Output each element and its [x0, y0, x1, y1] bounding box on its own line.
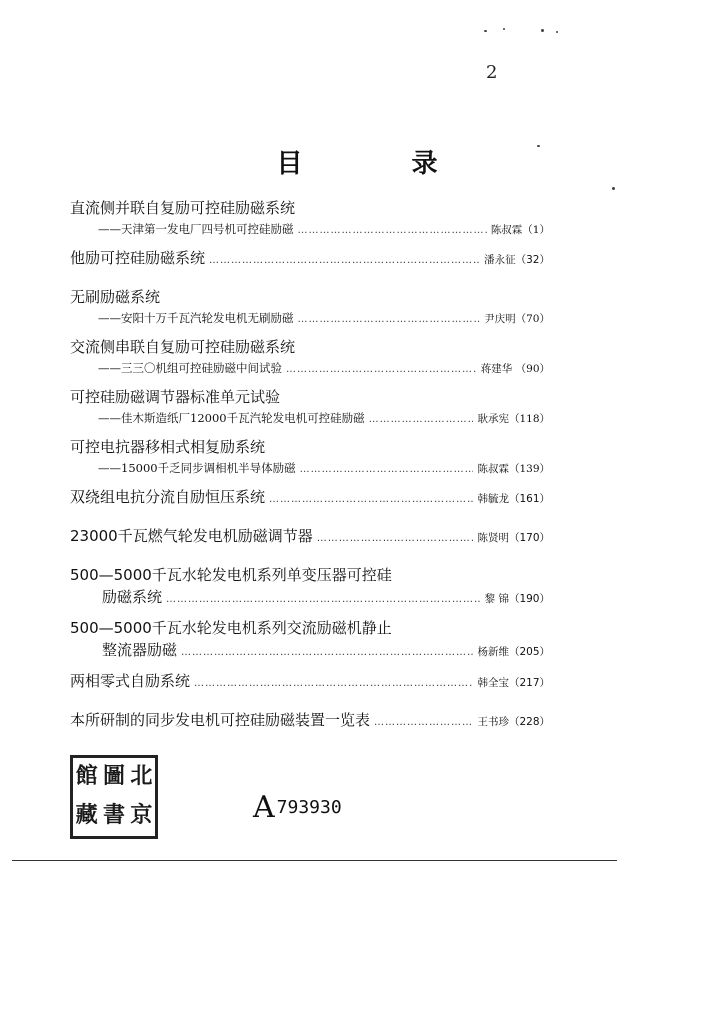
entry-title: 双绕组电抗分流自励恒压系统 [70, 488, 266, 506]
stamp-char: 京 [130, 803, 153, 828]
entry-subline [70, 219, 550, 241]
entry-line [70, 670, 550, 695]
toc-entry [70, 336, 550, 380]
entry-author-page: 陈叔霖（139） [477, 463, 550, 475]
leader-dots [298, 221, 487, 241]
leader-dots [317, 528, 474, 550]
toc-entry [70, 247, 550, 280]
entry-title: 直流侧并联自复励可控硅励磁系统 [70, 199, 296, 217]
bottom-rule [12, 860, 617, 861]
entry-continuation-line [70, 586, 550, 611]
stamp-char: 北 [130, 764, 153, 789]
entry-line [70, 709, 550, 734]
entry-author-page: 陈贤明（170） [477, 532, 550, 544]
entry-line [70, 247, 550, 272]
entry-line [70, 486, 550, 511]
entry-line [70, 525, 550, 550]
entry-author-page: 陈叔霖（1） [490, 224, 550, 236]
table-of-contents [70, 197, 550, 740]
entry-author-page: 韩全宝（217） [477, 677, 550, 689]
entry-subline [70, 408, 550, 430]
toc-entry [70, 564, 550, 611]
entry-title: 本所研制的同步发电机可控硅励磁装置一览表 [70, 711, 371, 729]
entry-author-page: 王书珍（228） [477, 716, 550, 728]
entry-author-page: 蒋建华 （90） [480, 363, 550, 375]
entry-author-page: 黎 锦（190） [484, 593, 550, 605]
stamp-char: 館 [75, 764, 98, 789]
scan-speck [541, 29, 544, 32]
scan-speck [503, 28, 505, 30]
entry-title-continuation: 励磁系统 [102, 588, 163, 606]
scan-speck [484, 30, 487, 32]
toc-entry [70, 286, 550, 330]
entry-title: 交流侧串联自复励可控硅励磁系统 [70, 338, 296, 356]
library-stamp [70, 755, 158, 839]
leader-dots [300, 460, 474, 480]
leader-dots [181, 642, 473, 664]
stamp-char: 藏 [75, 803, 98, 828]
entry-subtitle: ——三三〇机组可控硅励磁中间试验 [98, 361, 282, 375]
stamp-char: 圖 [102, 764, 125, 789]
entry-title: 他励可控硅励磁系统 [70, 249, 206, 267]
entry-author-page: 韩毓龙（161） [477, 493, 550, 505]
entry-subtitle: ——15000千乏同步调相机半导体励磁 [98, 461, 296, 475]
entry-title: 23000千瓦燃气轮发电机励磁调节器 [70, 527, 313, 545]
entry-subtitle: ——安阳十万千瓦汽轮发电机无刷励磁 [98, 311, 294, 325]
toc-entry [70, 709, 550, 734]
stamp-char: 書 [102, 803, 125, 828]
entry-subtitle: ——佳木斯造纸厂12000千瓦汽轮发电机可控硅励磁 [98, 411, 365, 425]
leader-dots [209, 250, 480, 272]
toc-entry [70, 617, 550, 664]
entry-title: 可控硅励磁调节器标准单元试验 [70, 388, 281, 406]
leader-dots [286, 360, 477, 380]
toc-entry [70, 525, 550, 558]
call-number-digits: 793930 [276, 797, 342, 818]
leader-dots [269, 489, 473, 511]
entry-author-page: 尹庆明（70） [484, 313, 550, 325]
toc-entry [70, 670, 550, 703]
entry-continuation-line [70, 639, 550, 664]
call-number [253, 790, 342, 825]
toc-entry [70, 197, 550, 241]
page-title: 目 录 [276, 149, 488, 179]
entry-author-page: 潘永征（32） [484, 254, 550, 266]
entry-subline [70, 458, 550, 480]
entry-subline [70, 308, 550, 330]
toc-entry [70, 386, 550, 430]
leader-dots [374, 712, 473, 734]
entry-title-continuation: 整流器励磁 [102, 641, 178, 659]
toc-entry [70, 486, 550, 519]
leader-dots [369, 410, 474, 430]
scan-speck [556, 31, 558, 33]
entry-subtitle: ——天津第一发电厂四号机可控硅励磁 [98, 222, 294, 236]
entry-subline [70, 358, 550, 380]
entry-title: 500—5000千瓦水轮发电机系列交流励磁机静止 [70, 619, 392, 637]
call-number-prefix: A [253, 790, 275, 825]
scan-speck [612, 187, 615, 190]
entry-title: 500—5000千瓦水轮发电机系列单变压器可控硅 [70, 566, 392, 584]
page-number: 2 [486, 62, 498, 83]
entry-author-page: 耿承宪（118） [477, 413, 550, 425]
leader-dots [194, 673, 473, 695]
entry-title: 两相零式自励系统 [70, 672, 191, 690]
entry-author-page: 杨新维（205） [477, 646, 550, 658]
scan-speck [537, 145, 540, 147]
entry-title: 无刷励磁系统 [70, 288, 161, 306]
toc-entry [70, 436, 550, 480]
entry-title: 可控电抗器移相式相复励系统 [70, 438, 266, 456]
leader-dots [298, 310, 481, 330]
leader-dots [166, 589, 481, 611]
